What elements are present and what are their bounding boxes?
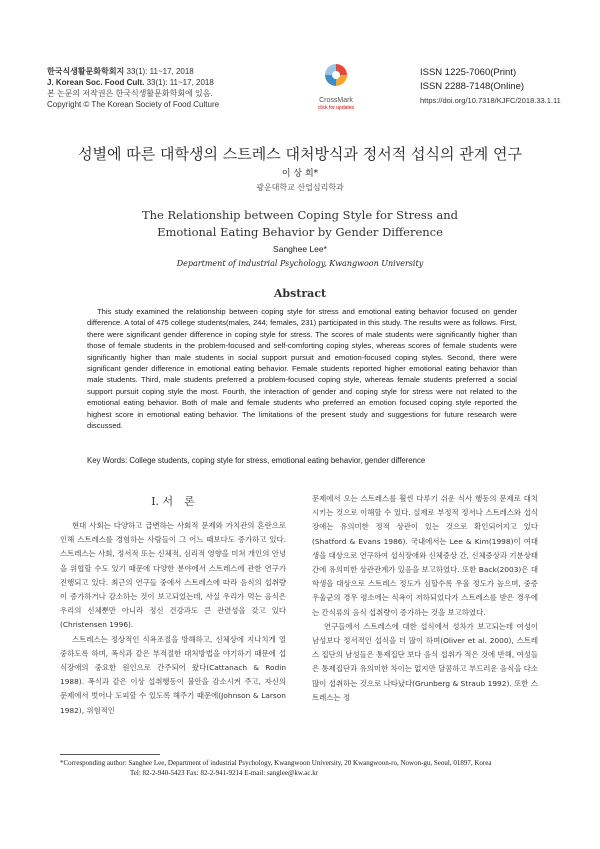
- abstract-heading: Abstract: [273, 287, 327, 300]
- footnote-line-1: *Corresponding author: Sanghee Lee, Department of industrial Psychology, Kwangwoon University, 20 Kwangwoon-ro, Nowon-gu, Seoul, 01897, Korea: [60, 759, 492, 767]
- footnote-divider: [60, 754, 160, 755]
- issn-print: ISSN 1225-7060(Print): [420, 67, 517, 78]
- doi-link[interactable]: https://doi.org/10.7318/KJFC/2018.33.1.11: [420, 96, 561, 105]
- affiliation-english: Department of industrial Psychology, Kwangwoon University: [176, 259, 424, 268]
- paragraph: 현대 사회는 다양하고 급변하는 사회적 문제와 가치관의 혼란으로 인해 스트레스를 경험하는 사람들이 그 어느 때보다도 증가하고 있다. 스트레스는 사회, 정서적 또는 신체적, 심리적 영향을 미쳐 개인의 안녕을 위협할 수도 있기 때문에 다양한 분야에서 스트레스에 관한 연구가 진행되고 있다. 최근의 연구들 중에서 스트레스에 따라 음식의 섭취량이 증가하거나 감소하는 것이 보고되었는데, 사실 우리가 먹는 음식은 우리의 신체뿐만 아니라 정신 건강과도 큰 관련성을 갖고 있다(Christensen 1996).: [60, 521, 286, 630]
- author-korean: 이 상 희*: [281, 169, 319, 179]
- journal-header: [47, 66, 219, 110]
- affiliation-korean: 광운대학교 산업심리학과: [256, 183, 344, 192]
- paragraph: 연구들에서 스트레스에 대한 섭식에서 성차가 보고되는데 여성이 남성보다 정서적인 섭식을 더 많이 하며(Oliver et al. 2000), 스트레스 집단의 남성들은 통제집단 보다 음식 섭취가 적은 것에 반해, 여성들은 통제집단과 유의미한 차이는 없지만 달콤하고 부드러운 음식을 다소 많이 섭취하는 것으로 나타났다(Grunberg & Straub 1992). 또한 스트레스는 정: [312, 621, 538, 702]
- abstract-body: This study examined the relationship between coping style for stress and emotional eating behavior focused on gender difference. A total of 475 college students(males, 244; females, 231) participated in this study. The results were as follows. First, there were significant gender difference in coping style for stress. The scores of male students were significantly higher than those of female students in the problem-focused and self-comforting coping styles, whereas scores of female students were significantly higher than male students in social support pursuit and emotion-focused coping styles. Second, there were significant gender difference in emotional eating behavior. Female students reported higher emotional eating behavior than male students. Third, male students preferred a problem-focused coping style, whereas female students preferred a social support pursuit coping style the most. Fourth, the interaction of gender and coping style for stress were not related to the emotional eating behavior. Both of male and female students who preferred an emotion focused coping style reported the highest score in emotional eating behavior. The limitations of the present study and suggestions for future research were discussed.: [87, 307, 517, 431]
- footnote-line-2: Tel: 82-2-940-5423 Fax: 82-2-941-9214 E-mail: sanglee@kw.ac.kr: [130, 769, 319, 777]
- crossmark-badge[interactable]: [306, 62, 366, 111]
- title-english-line-1: The Relationship between Coping Style for Stress and: [141, 208, 458, 222]
- issn-online: ISSN 2288-7148(Online): [420, 81, 525, 92]
- title-english-line-2: Emotional Eating Behavior by Gender Difference: [157, 225, 443, 239]
- crossmark-icon: [323, 62, 349, 92]
- paragraph: 스트레스는 정상적인 식욕조절을 방해하고, 신체상에 지나치게 열중하도록 하며, 폭식과 같은 부적절한 대처방법을 야기하기 때문에 섭식장애의 중요한 원인으로 간주되어 왔다(Cattanach & Rodin 1988). 폭식과 같은 이상 섭취행동이 불안을 감소시켜 주고, 자신의 문제에서 벗어나 도피할 수 있도록 해주기 때문에(Johnson & Larson 1982), 위험적인: [60, 634, 286, 715]
- section-heading-introduction: Ⅰ. 서 론: [151, 495, 195, 508]
- copyright-en: Copyright © The Korean Society of Food Culture: [47, 100, 220, 109]
- keywords: Key Words: College students, coping style for stress, emotional eating behavior, gender difference: [87, 456, 426, 465]
- copyright-ko: 본 논문의 저작권은 한국식생활문화학회에 있음.: [47, 89, 213, 98]
- title-korean: 성별에 따른 대학생의 스트레스 대처방식과 정서적 섭식의 관계 연구: [78, 145, 522, 163]
- journal-issue-ko: 33(1): 11~17, 2018: [126, 67, 194, 76]
- footnote: [60, 758, 550, 778]
- journal-name-ko: 한국식생활문화학회지: [47, 67, 125, 76]
- crossmark-sublabel: click for updates: [317, 105, 355, 111]
- title-english: [0, 207, 600, 241]
- journal-issue-en: 33(1): 11~17, 2018: [146, 78, 214, 87]
- journal-name-en: J. Korean Soc. Food Cult.: [47, 78, 145, 87]
- body-column-left: [60, 519, 286, 718]
- issn-block: [420, 66, 561, 108]
- paragraph: 문제에서 오는 스트레스를 훨씬 다루기 쉬운 식사 행동의 문제로 대치시키는 것으로 이해할 수 있다. 실제로 부정적 정서나 스트레스와 섭식장애는 유의미한 정적 상관이 있는 것으로 확인되어지고 있다(Shatford & Evans 1986). 국내에서는 Lee & Kim(1998)이 여대생을 대상으로 연구하여 섭식장애와 신체증상 간, 신체증상과 기분상태 간에 유의미한 상관관계가 있음을 보고하였다. 또한 Back(2003)은 대학생을 대상으로 스트레스 정도가 심할수록 우울 정도가 높으며, 중증우울군의 경우 평소에는 식욕이 저하되었다가 스트레스를 받은 경우에는 간식류의 음식 섭취량이 증가하는 것을 보고하였다.: [312, 494, 538, 617]
- body-column-right: [312, 492, 538, 705]
- crossmark-label: CrossMark: [319, 97, 353, 104]
- author-english: Sanghee Lee*: [273, 244, 327, 254]
